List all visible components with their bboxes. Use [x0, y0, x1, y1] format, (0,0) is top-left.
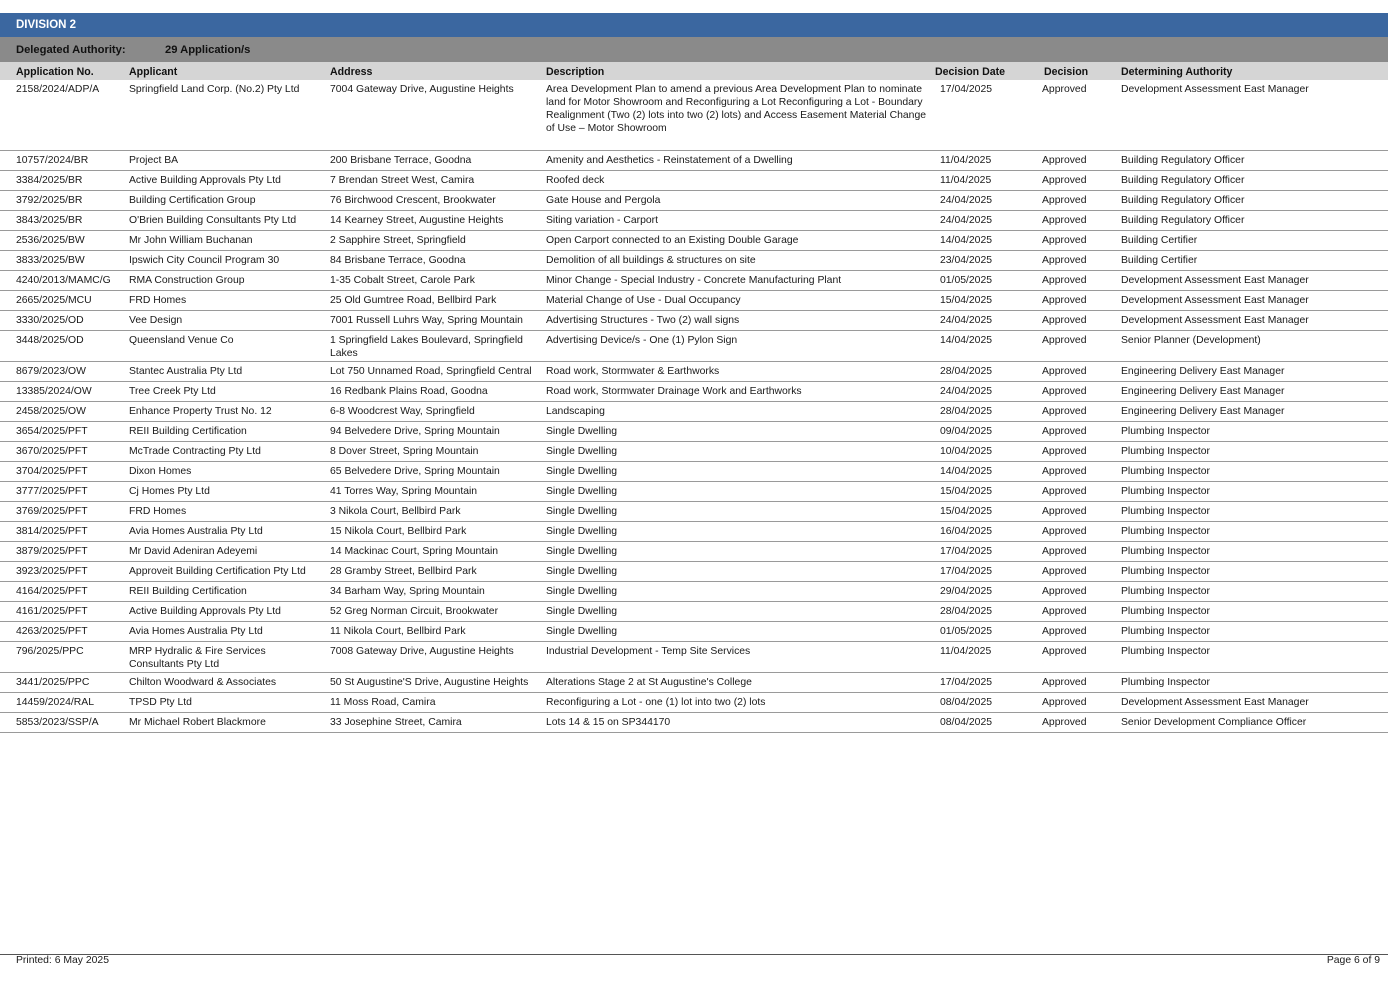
table-row: [0, 362, 1388, 382]
cell-description: Lots 14 & 15 on SP344170: [546, 717, 671, 728]
cell-application-no: 2158/2024/ADP/A: [16, 84, 100, 95]
cell-application-no: 14459/2024/RAL: [16, 697, 94, 708]
cell-description: Single Dwelling: [546, 506, 618, 517]
cell-application-no: 3384/2025/BR: [16, 175, 83, 186]
cell-decision: Approved: [1042, 426, 1087, 437]
table-row: [0, 562, 1388, 582]
cell-decision-date: 08/04/2025: [940, 697, 993, 708]
cell-address: 94 Belvedere Drive, Spring Mountain: [330, 426, 500, 437]
cell-decision-date: 09/04/2025: [940, 426, 993, 437]
cell-decision: Approved: [1042, 255, 1087, 266]
cell-address: 7 Brendan Street West, Camira: [330, 175, 475, 186]
cell-decision: Approved: [1042, 566, 1087, 577]
cell-applicant: Mr David Adeniran Adeyemi: [129, 546, 258, 557]
cell-decision: Approved: [1042, 366, 1087, 377]
cell-decision: Approved: [1042, 446, 1087, 457]
cell-description: Advertising Device/s - One (1) Pylon Sign: [546, 335, 738, 346]
cell-application-no: 3769/2025/PFT: [16, 506, 88, 517]
cell-address: 52 Greg Norman Circuit, Brookwater: [330, 606, 499, 617]
cell-decision-date: 16/04/2025: [940, 526, 993, 537]
cell-description: Single Dwelling: [546, 446, 618, 457]
cell-address: 14 Kearney Street, Augustine Heights: [330, 215, 504, 226]
table-row: [0, 80, 1388, 151]
cell-applicant: Active Building Approvals Pty Ltd: [129, 175, 281, 186]
cell-application-no: 3814/2025/PFT: [16, 526, 88, 537]
table-row: [0, 422, 1388, 442]
table-row: [0, 482, 1388, 502]
cell-description: Roofed deck: [546, 175, 605, 186]
table-row: [0, 231, 1388, 251]
cell-description: Landscaping: [546, 406, 605, 417]
cell-determining-authority: Plumbing Inspector: [1121, 677, 1210, 688]
table-row: [0, 582, 1388, 602]
cell-address: 200 Brisbane Terrace, Goodna: [330, 155, 472, 166]
cell-determining-authority: Engineering Delivery East Manager: [1121, 366, 1285, 377]
cell-description: Open Carport connected to an Existing Double Garage: [546, 235, 799, 246]
cell-applicant: REII Building Certification: [129, 426, 247, 437]
cell-decision: Approved: [1042, 406, 1087, 417]
cell-address: 1 Springfield Lakes Boulevard, Springfield Lakes: [330, 335, 523, 359]
cell-decision-date: 17/04/2025: [940, 546, 993, 557]
cell-description: Single Dwelling: [546, 586, 618, 597]
cell-description: Single Dwelling: [546, 486, 618, 497]
cell-description: Single Dwelling: [546, 626, 618, 637]
cell-description: Single Dwelling: [546, 526, 618, 537]
cell-application-no: 3879/2025/PFT: [16, 546, 88, 557]
cell-determining-authority: Engineering Delivery East Manager: [1121, 386, 1285, 397]
cell-decision: Approved: [1042, 506, 1087, 517]
cell-applicant: MRP Hydralic & Fire Services Consultants Pty Ltd: [129, 646, 266, 670]
cell-determining-authority: Plumbing Inspector: [1121, 606, 1210, 617]
cell-address: 11 Moss Road, Camira: [330, 697, 436, 708]
table-row: [0, 442, 1388, 462]
cell-determining-authority: Building Regulatory Officer: [1121, 195, 1245, 206]
cell-determining-authority: Development Assessment East Manager: [1121, 697, 1309, 708]
cell-determining-authority: Plumbing Inspector: [1121, 566, 1210, 577]
page-number: Page 6 of 9: [1326, 955, 1380, 966]
cell-application-no: 3654/2025/PFT: [16, 426, 88, 437]
cell-description: Amenity and Aesthetics - Reinstatement of a Dwelling: [546, 155, 793, 166]
cell-decision-date: 01/05/2025: [940, 626, 993, 637]
cell-decision: Approved: [1042, 606, 1087, 617]
table-row: [0, 211, 1388, 231]
table-row: [0, 331, 1388, 362]
cell-decision: Approved: [1042, 215, 1087, 226]
table-row: [0, 462, 1388, 482]
cell-determining-authority: Plumbing Inspector: [1121, 466, 1210, 477]
cell-description: Gate House and Pergola: [546, 195, 661, 206]
cell-decision: Approved: [1042, 586, 1087, 597]
cell-applicant: Springfield Land Corp. (No.2) Pty Ltd: [129, 84, 300, 95]
cell-decision: Approved: [1042, 626, 1087, 637]
cell-applicant: Vee Design: [129, 315, 183, 326]
cell-application-no: 3792/2025/BR: [16, 195, 83, 206]
table-row: [0, 693, 1388, 713]
cell-decision-date: 28/04/2025: [940, 406, 993, 417]
cell-address: 84 Brisbane Terrace, Goodna: [330, 255, 466, 266]
cell-decision: Approved: [1042, 386, 1087, 397]
cell-application-no: 10757/2024/BR: [16, 155, 89, 166]
cell-decision-date: 17/04/2025: [940, 84, 993, 95]
cell-address: 3 Nikola Court, Bellbird Park: [330, 506, 461, 517]
table-row: [0, 151, 1388, 171]
cell-decision-date: 17/04/2025: [940, 677, 993, 688]
col-header-decision-date: Decision Date: [935, 66, 1006, 78]
cell-address: 6-8 Woodcrest Way, Springfield: [330, 406, 475, 417]
cell-determining-authority: Plumbing Inspector: [1121, 446, 1210, 457]
cell-applicant: Tree Creek Pty Ltd: [129, 386, 216, 397]
table-row: [0, 251, 1388, 271]
table-row: [0, 271, 1388, 291]
cell-determining-authority: Plumbing Inspector: [1121, 646, 1210, 657]
cell-address: Lot 750 Unnamed Road, Springfield Central: [330, 366, 532, 377]
cell-address: 7008 Gateway Drive, Augustine Heights: [330, 646, 514, 657]
cell-decision: Approved: [1042, 486, 1087, 497]
cell-determining-authority: Building Certifier: [1121, 235, 1198, 246]
cell-decision-date: 15/04/2025: [940, 506, 993, 517]
table-row: [0, 171, 1388, 191]
cell-description: Material Change of Use - Dual Occupancy: [546, 295, 741, 306]
cell-determining-authority: Plumbing Inspector: [1121, 626, 1210, 637]
cell-address: 76 Birchwood Crescent, Brookwater: [330, 195, 496, 206]
table-header: [0, 62, 1388, 80]
cell-description: Demolition of all buildings & structures on site: [546, 255, 756, 266]
cell-decision: Approved: [1042, 175, 1087, 186]
cell-application-no: 5853/2023/SSP/A: [16, 717, 99, 728]
table-row: [0, 713, 1388, 733]
cell-applicant: FRD Homes: [129, 295, 187, 306]
cell-decision: Approved: [1042, 275, 1087, 286]
table-row: [0, 542, 1388, 562]
cell-address: 65 Belvedere Drive, Spring Mountain: [330, 466, 500, 477]
cell-decision-date: 28/04/2025: [940, 366, 993, 377]
cell-description: Single Dwelling: [546, 426, 618, 437]
cell-decision: Approved: [1042, 677, 1087, 688]
cell-determining-authority: Development Assessment East Manager: [1121, 275, 1309, 286]
cell-decision-date: 14/04/2025: [940, 335, 993, 346]
cell-applicant: Cj Homes Pty Ltd: [129, 486, 210, 497]
col-header-application-no: Application No.: [16, 66, 94, 78]
cell-applicant: Approveit Building Certification Pty Ltd: [129, 566, 306, 577]
cell-decision-date: 15/04/2025: [940, 486, 993, 497]
cell-applicant: Stantec Australia Pty Ltd: [129, 366, 243, 377]
cell-address: 2 Sapphire Street, Springfield: [330, 235, 466, 246]
cell-address: 50 St Augustine'S Drive, Augustine Heights: [330, 677, 529, 688]
cell-application-no: 4240/2013/MAMC/G: [16, 275, 111, 286]
cell-application-no: 8679/2023/OW: [16, 366, 86, 377]
cell-applicant: RMA Construction Group: [129, 275, 245, 286]
cell-description: Single Dwelling: [546, 566, 618, 577]
cell-application-no: 3777/2025/PFT: [16, 486, 88, 497]
cell-application-no: 3670/2025/PFT: [16, 446, 88, 457]
cell-decision: Approved: [1042, 84, 1087, 95]
printed-date: Printed: 6 May 2025: [16, 955, 109, 966]
cell-determining-authority: Plumbing Inspector: [1121, 486, 1210, 497]
cell-description: Siting variation - Carport: [546, 215, 659, 226]
cell-application-no: 3923/2025/PFT: [16, 566, 88, 577]
cell-determining-authority: Building Regulatory Officer: [1121, 215, 1245, 226]
applications-table: [0, 80, 1388, 733]
cell-applicant: Queensland Venue Co: [129, 335, 234, 346]
cell-determining-authority: Building Certifier: [1121, 255, 1198, 266]
cell-decision-date: 29/04/2025: [940, 586, 993, 597]
footer-divider: [0, 954, 1388, 955]
cell-application-no: 4263/2025/PFT: [16, 626, 88, 637]
cell-description: Alterations Stage 2 at St Augustine's College: [546, 677, 752, 688]
division-title: DIVISION 2: [0, 13, 1388, 37]
cell-applicant: TPSD Pty Ltd: [129, 697, 192, 708]
cell-description: Area Development Plan to amend a previous Area Development Plan to nominate land for Motor Showroom and Reconfiguring a Lot Reconfiguring a Lot - Boundary Realignment (Two (2) lots into two (2) lots) and Access Easement Material Change of Use – Motor Showroom: [546, 84, 927, 134]
col-header-description: Description: [546, 66, 605, 78]
cell-decision: Approved: [1042, 315, 1087, 326]
cell-address: 16 Redbank Plains Road, Goodna: [330, 386, 488, 397]
cell-address: 14 Mackinac Court, Spring Mountain: [330, 546, 499, 557]
cell-decision-date: 11/04/2025: [940, 646, 992, 657]
cell-determining-authority: Development Assessment East Manager: [1121, 295, 1309, 306]
cell-decision-date: 14/04/2025: [940, 466, 993, 477]
table-row: [0, 402, 1388, 422]
cell-decision-date: 24/04/2025: [940, 315, 993, 326]
cell-decision: Approved: [1042, 717, 1087, 728]
table-row: [0, 522, 1388, 542]
table-row: [0, 642, 1388, 673]
cell-decision: Approved: [1042, 466, 1087, 477]
cell-decision-date: 11/04/2025: [940, 155, 992, 166]
cell-decision-date: 08/04/2025: [940, 717, 993, 728]
cell-address: 33 Josephine Street, Camira: [330, 717, 462, 728]
cell-decision: Approved: [1042, 195, 1087, 206]
cell-decision: Approved: [1042, 546, 1087, 557]
col-header-applicant: Applicant: [129, 66, 178, 78]
cell-address: 1-35 Cobalt Street, Carole Park: [330, 275, 475, 286]
cell-determining-authority: Plumbing Inspector: [1121, 546, 1210, 557]
cell-determining-authority: Plumbing Inspector: [1121, 506, 1210, 517]
cell-applicant: Project BA: [129, 155, 179, 166]
table-row: [0, 291, 1388, 311]
cell-decision-date: 14/04/2025: [940, 235, 993, 246]
cell-decision: Approved: [1042, 526, 1087, 537]
cell-applicant: Active Building Approvals Pty Ltd: [129, 606, 281, 617]
cell-decision-date: 15/04/2025: [940, 295, 993, 306]
cell-application-no: 3330/2025/OD: [16, 315, 84, 326]
cell-application-no: 2536/2025/BW: [16, 235, 85, 246]
cell-description: Reconfiguring a Lot - one (1) lot into two (2) lots: [546, 697, 766, 708]
cell-address: 41 Torres Way, Spring Mountain: [330, 486, 478, 497]
cell-application-no: 796/2025/PPC: [16, 646, 84, 657]
col-header-determining-authority: Determining Authority: [1121, 66, 1233, 78]
cell-description: Road work, Stormwater & Earthworks: [546, 366, 720, 377]
table-row: [0, 673, 1388, 693]
cell-application-no: 3441/2025/PPC: [16, 677, 90, 688]
cell-application-no: 13385/2024/OW: [16, 386, 92, 397]
cell-application-no: 4161/2025/PFT: [16, 606, 88, 617]
cell-application-no: 4164/2025/PFT: [16, 586, 88, 597]
cell-description: Industrial Development - Temp Site Services: [546, 646, 751, 657]
cell-description: Single Dwelling: [546, 466, 618, 477]
cell-determining-authority: Senior Development Compliance Officer: [1121, 717, 1307, 728]
col-header-address: Address: [330, 66, 373, 78]
cell-decision-date: 24/04/2025: [940, 386, 993, 397]
cell-decision-date: 11/04/2025: [940, 175, 992, 186]
cell-decision: Approved: [1042, 646, 1087, 657]
cell-application-no: 3833/2025/BW: [16, 255, 85, 266]
cell-applicant: Enhance Property Trust No. 12: [129, 406, 272, 417]
cell-decision-date: 28/04/2025: [940, 606, 993, 617]
cell-applicant: Avia Homes Australia Pty Ltd: [129, 526, 263, 537]
cell-determining-authority: Development Assessment East Manager: [1121, 315, 1309, 326]
cell-description: Advertising Structures - Two (2) wall signs: [546, 315, 740, 326]
cell-applicant: McTrade Contracting Pty Ltd: [129, 446, 261, 457]
cell-decision: Approved: [1042, 335, 1087, 346]
cell-address: 11 Nikola Court, Bellbird Park: [330, 626, 466, 637]
cell-determining-authority: Building Regulatory Officer: [1121, 175, 1245, 186]
cell-address: 7001 Russell Luhrs Way, Spring Mountain: [330, 315, 523, 326]
cell-applicant: Dixon Homes: [129, 466, 192, 477]
cell-applicant: O'Brien Building Consultants Pty Ltd: [129, 215, 297, 226]
cell-address: 8 Dover Street, Spring Mountain: [330, 446, 479, 457]
cell-description: Road work, Stormwater Drainage Work and Earthworks: [546, 386, 802, 397]
cell-decision-date: 23/04/2025: [940, 255, 993, 266]
cell-applicant: Chilton Woodward & Associates: [129, 677, 277, 688]
table-row: [0, 502, 1388, 522]
cell-applicant: Mr Michael Robert Blackmore: [129, 717, 266, 728]
cell-application-no: 3704/2025/PFT: [16, 466, 88, 477]
cell-address: 25 Old Gumtree Road, Bellbird Park: [330, 295, 497, 306]
cell-decision: Approved: [1042, 295, 1087, 306]
table-row: [0, 622, 1388, 642]
cell-applicant: Mr John William Buchanan: [129, 235, 253, 246]
cell-applicant: Building Certification Group: [129, 195, 256, 206]
cell-decision-date: 10/04/2025: [940, 446, 993, 457]
cell-application-no: 3448/2025/OD: [16, 335, 84, 346]
cell-application-no: 2665/2025/MCU: [16, 295, 92, 306]
delegated-authority-bar: [0, 37, 1388, 62]
cell-applicant: FRD Homes: [129, 506, 187, 517]
cell-applicant: Ipswich City Council Program 30: [129, 255, 280, 266]
cell-address: 28 Gramby Street, Bellbird Park: [330, 566, 477, 577]
table-row: [0, 382, 1388, 402]
cell-determining-authority: Engineering Delivery East Manager: [1121, 406, 1285, 417]
cell-application-no: 2458/2025/OW: [16, 406, 86, 417]
cell-address: 7004 Gateway Drive, Augustine Heights: [330, 84, 514, 95]
col-header-decision: Decision: [1044, 66, 1089, 78]
table-row: [0, 311, 1388, 331]
table-row: [0, 191, 1388, 211]
cell-description: Minor Change - Special Industry - Concrete Manufacturing Plant: [546, 275, 842, 286]
application-count: 29 Application/s: [165, 44, 251, 56]
delegated-authority-label: Delegated Authority:: [16, 44, 126, 56]
cell-decision-date: 24/04/2025: [940, 215, 993, 226]
table-row: [0, 602, 1388, 622]
cell-determining-authority: Plumbing Inspector: [1121, 526, 1210, 537]
cell-application-no: 3843/2025/BR: [16, 215, 83, 226]
cell-determining-authority: Development Assessment East Manager: [1121, 84, 1309, 95]
cell-decision-date: 24/04/2025: [940, 195, 993, 206]
cell-determining-authority: Senior Planner (Development): [1121, 335, 1261, 346]
cell-address: 34 Barham Way, Spring Mountain: [330, 586, 485, 597]
cell-decision: Approved: [1042, 235, 1087, 246]
cell-address: 15 Nikola Court, Bellbird Park: [330, 526, 467, 537]
cell-determining-authority: Building Regulatory Officer: [1121, 155, 1245, 166]
cell-determining-authority: Plumbing Inspector: [1121, 586, 1210, 597]
cell-description: Single Dwelling: [546, 546, 618, 557]
cell-applicant: REII Building Certification: [129, 586, 247, 597]
cell-decision: Approved: [1042, 155, 1087, 166]
cell-decision-date: 01/05/2025: [940, 275, 993, 286]
cell-decision: Approved: [1042, 697, 1087, 708]
cell-decision-date: 17/04/2025: [940, 566, 993, 577]
cell-determining-authority: Plumbing Inspector: [1121, 426, 1210, 437]
cell-applicant: Avia Homes Australia Pty Ltd: [129, 626, 263, 637]
cell-description: Single Dwelling: [546, 606, 618, 617]
